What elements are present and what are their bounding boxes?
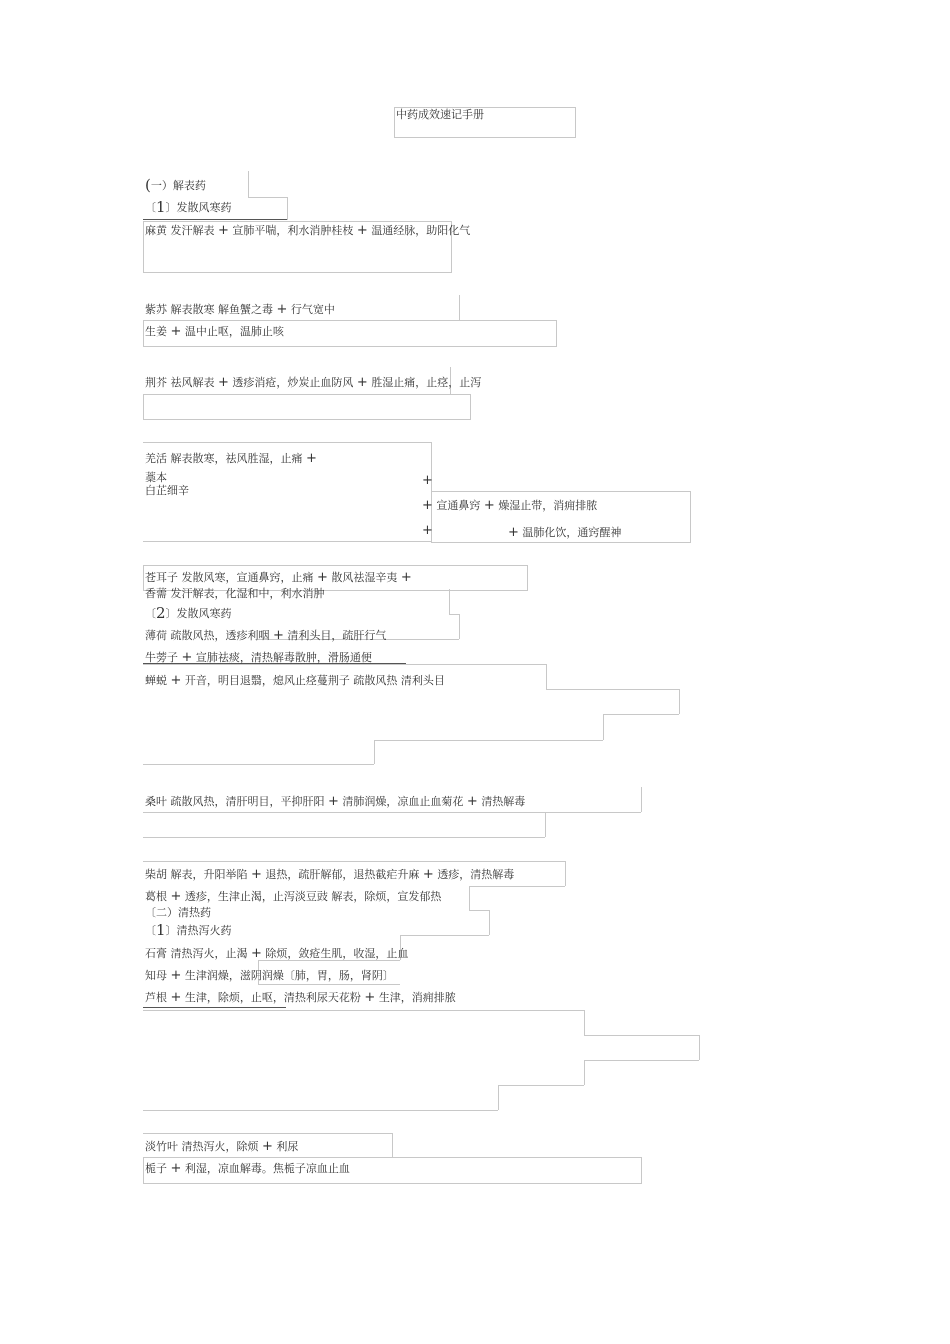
text-segment: 生津润燥，滋阴润燥〔肺，胃，肠，肾阴〕: [184, 969, 394, 982]
frame-line: [699, 1035, 700, 1060]
plus-icon: +: [170, 324, 182, 339]
frame-line: [641, 787, 642, 812]
plus-icon: +: [218, 375, 229, 390]
plus-icon: +: [218, 223, 229, 238]
frame-line: [258, 984, 400, 985]
text-segment: 蝉蜕: [145, 674, 167, 687]
subsection-heading: 〔2〕发散风寒药: [145, 604, 232, 622]
herb-line-chantui: [145, 674, 445, 688]
frame-line: [498, 1085, 499, 1110]
plus-icon: +: [508, 525, 519, 540]
text-segment: 苍耳子 发散风寒，宣通鼻窍，止痛: [145, 571, 314, 584]
plus-icon: +: [251, 867, 262, 882]
herb-line-cangerzi: [145, 571, 412, 585]
text-segment: 燥湿止带，消痈排脓: [498, 499, 598, 512]
frame-line: [449, 589, 450, 614]
text-segment: 温肺化饮，通窍醒神: [522, 526, 622, 539]
text-segment: 薄荷 疏散风热，透疹利咽: [145, 629, 270, 642]
herb-line-gegen: [145, 890, 441, 904]
text-segment: 利尿: [276, 1140, 299, 1153]
section-label: 一）解表药: [150, 179, 206, 192]
herb-line-chaihu: [145, 868, 514, 882]
frame-line: [584, 1035, 699, 1036]
plus-icon: +: [170, 968, 182, 983]
text-segment: 宣通鼻窍: [436, 499, 481, 512]
frame-line: [459, 295, 460, 320]
plus-icon: +: [181, 650, 193, 665]
plus-icon: +: [251, 946, 262, 961]
subsection-heading: 〔1〕清热泻火药: [145, 921, 232, 939]
herb-line-lugen: [145, 991, 456, 1005]
plus-icon: +: [466, 794, 478, 809]
plus-icon: +: [170, 889, 182, 904]
section-underline: [143, 1007, 286, 1008]
frame-line: [546, 689, 679, 690]
text-segment: 温中止呕，温肺止咳: [184, 325, 284, 338]
section-underline: [143, 219, 287, 220]
page-title: 中药成效速记手册: [396, 108, 484, 121]
plus-icon: +: [364, 990, 376, 1005]
plus-icon: +: [422, 498, 433, 513]
text-segment: 牛蒡子: [145, 651, 178, 664]
subsection-label: 发散风寒药: [176, 607, 232, 620]
herb-line-xiangru: 香薷 发汗解表，化湿和中，利水消肿: [145, 587, 325, 600]
frame-line: [143, 1010, 584, 1011]
frame-line: [679, 689, 680, 714]
frame-line: [248, 197, 287, 198]
section-heading: 〔二）清热药: [145, 906, 211, 919]
plus-icon: +: [273, 628, 284, 643]
subsection-label: 发散风寒药: [176, 201, 232, 214]
frame-line: [498, 1085, 584, 1086]
frame-line: [143, 442, 431, 443]
herb-line-gaoben: 藁本: [145, 471, 167, 484]
text-segment: 开音，明目退翳，熄风止痉蔓荆子 疏散风热 清利头目: [184, 674, 445, 687]
plus-icon: +: [422, 867, 434, 882]
subsection-number: 2: [156, 604, 166, 622]
plus-icon: +: [276, 302, 288, 317]
text-segment: 透疹，生津止渴，止泻淡豆豉 解表，除烦，宣发郁热: [184, 890, 442, 903]
jingjie-frame: [143, 394, 471, 420]
plus-icon: +: [422, 523, 433, 538]
frame-line: [469, 886, 470, 910]
subsection-number: 1: [156, 198, 166, 216]
frame-line: [584, 1060, 585, 1085]
text-segment: 清热解毒: [481, 795, 526, 808]
subsection-label: 清热泻火药: [176, 924, 232, 937]
text-segment: 荆芥 祛风解表: [145, 376, 215, 389]
text-segment: 胜湿止痛，止痉，止泻: [371, 376, 482, 389]
frame-line: [565, 861, 566, 886]
text-segment: 石膏 清热泻火，止渴: [145, 947, 248, 960]
frame-line: [248, 171, 249, 197]
frame-line: [489, 910, 490, 935]
text-segment: 桑叶 疏散风热，清肝明目，平抑肝阳: [145, 795, 325, 808]
plus-icon: +: [170, 673, 182, 688]
herb-line-jingjie: [145, 376, 481, 390]
plus-icon: +: [170, 1161, 182, 1176]
frame-line: [143, 1110, 498, 1111]
herb-line-shigao: [145, 947, 408, 961]
plus-icon: +: [356, 223, 368, 238]
herb-line-xuantong: [422, 499, 597, 513]
text-segment: 清肺润燥，凉血止血菊花: [342, 795, 464, 808]
plus-icon: +: [356, 375, 368, 390]
text-segment: 紫苏 解表散寒 解鱼蟹之毒: [145, 303, 273, 316]
subsection-heading: 〔1〕发散风寒药: [145, 198, 232, 216]
plus-icon: +: [400, 570, 412, 585]
herb-line-mahuang: [145, 224, 470, 238]
frame-line: [449, 614, 459, 615]
frame-line: [143, 764, 374, 765]
herb-line-danzhuye: [145, 1140, 298, 1154]
herb-line-zisu: [145, 303, 335, 317]
text-segment: 生姜: [145, 325, 167, 338]
paren-glyph: (: [145, 176, 151, 194]
text-segment: 透疹，清热解毒: [437, 868, 515, 881]
subsection-number: 1: [156, 921, 166, 939]
frame-line: [546, 664, 547, 689]
plus-icon: +: [170, 990, 182, 1005]
plus-icon: +: [306, 451, 317, 466]
herb-line-sangye: [145, 795, 525, 809]
herb-line-bohe: [145, 629, 386, 643]
frame-line: [287, 197, 288, 220]
text-segment: 羌活 解表散寒，祛风胜湿，止痛: [145, 452, 303, 465]
frame-line: [603, 714, 679, 715]
herb-line-qianghuo: [145, 452, 317, 466]
herb-line-zhizi: [145, 1162, 350, 1176]
text-segment: 散风祛湿辛夷: [331, 571, 398, 584]
herb-line-baizhi: 白芷细辛: [145, 484, 189, 497]
text-segment: 宣肺祛痰，清热解毒散肿，滑肠通便: [195, 651, 372, 664]
plus-icon: +: [483, 498, 495, 513]
plus-icon: +: [328, 794, 339, 809]
herb-line-niubangzi: [145, 651, 372, 665]
text-segment: 知母: [145, 969, 167, 982]
plus-icon: +: [422, 473, 433, 488]
text-segment: 柴胡 解表，升阳举陷: [145, 868, 248, 881]
frame-line: [143, 541, 431, 542]
frame-line: [143, 812, 641, 813]
frame-line: [584, 1060, 699, 1061]
herb-line-wenfei: [508, 526, 621, 540]
frame-line: [143, 861, 565, 862]
frame-line: [374, 740, 603, 741]
frame-line: [469, 910, 489, 911]
text-segment: 生津，除烦，止呕，清热利尿天花粉: [184, 991, 361, 1004]
text-segment: 除烦，敛疮生肌，收湿，止血: [265, 947, 409, 960]
text-segment: 利湿，凉血解毒。焦栀子凉血止血: [184, 1162, 350, 1175]
text-segment: 行气宽中: [290, 303, 335, 316]
herb-line-zhimu: [145, 969, 394, 983]
herb-line-shengjiang: [145, 325, 284, 339]
frame-line: [469, 886, 565, 887]
text-segment: 宣肺平喘，利水消肿桂枝: [232, 224, 354, 237]
text-segment: 芦根: [145, 991, 167, 1004]
frame-line: [545, 812, 546, 837]
frame-line: [374, 740, 375, 764]
text-segment: 温通经脉，助阳化气: [371, 224, 471, 237]
text-segment: 清利头目，疏肝行气: [287, 629, 387, 642]
section-heading: [145, 178, 206, 193]
frame-line: [459, 614, 460, 639]
frame-line: [392, 1133, 393, 1157]
frame-line: [603, 714, 604, 740]
text-segment: 生津，消痈排脓: [378, 991, 456, 1004]
frame-line: [143, 1133, 392, 1134]
plus-icon: +: [262, 1139, 273, 1154]
text-segment: 葛根: [145, 890, 167, 903]
frame-line: [400, 935, 489, 936]
text-segment: 栀子: [145, 1162, 167, 1175]
text-segment: 透疹消疮，炒炭止血防风: [232, 376, 354, 389]
frame-line: [584, 1010, 585, 1035]
text-segment: 麻黄 发汗解表: [145, 224, 215, 237]
text-segment: 退热，疏肝解郁，退热截疟升麻: [265, 868, 420, 881]
frame-line: [143, 837, 545, 838]
text-segment: 淡竹叶 清热泻火，除烦: [145, 1140, 259, 1153]
plus-icon: +: [317, 570, 328, 585]
